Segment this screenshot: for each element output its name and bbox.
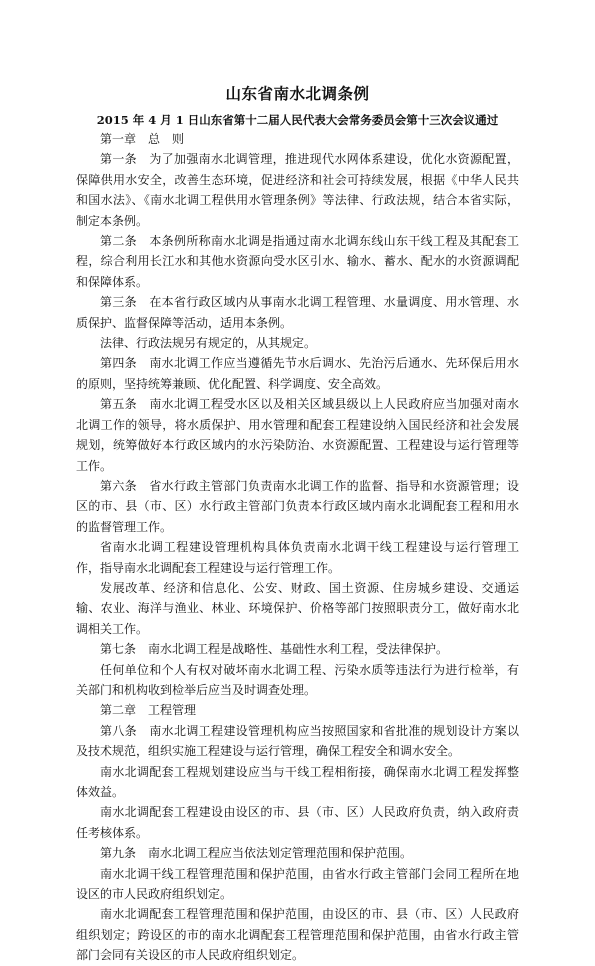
article-paragraph: 南水北调配套工程规划建设应当与干线工程相衔接，确保南水北调工程发挥整体效益。	[76, 764, 519, 799]
article-paragraph: 南水北调配套工程建设由设区的市、县（市、区）人民政府负责，纳入政府责任考核体系。	[76, 805, 519, 840]
article-paragraph: 第七条 南水北调工程是战略性、基础性水利工程，受法律保护。	[100, 642, 449, 657]
article-paragraph: 第九条 南水北调工程应当依法划定管理范围和保护范围。	[100, 846, 413, 861]
article-paragraph: 第八条 南水北调工程建设管理机构应当按照国家和省批准的规划设计方案以及技术规范，组织实施工程建设与运行管理，确保工程安全和调水安全。	[76, 723, 519, 759]
article-paragraph: 任何单位和个人有权对破坏南水北调工程、污染水质等违法行为进行检举，有关部门和机构收到检举后应当及时调查处理。	[76, 662, 519, 697]
article-paragraph: 第一条 为了加强南水北调管理，推进现代水网体系建设，优化水资源配置，保障供用水安全，改善生态环境，促进经济和社会可持续发展，根据《中华人民共和国水法》、《南水北调工程供用水管理条例》等法律、行政法规，结合本省实际，制定本条例。	[76, 152, 519, 228]
article-paragraph: 法律、行政法规另有规定的，从其规定。	[100, 336, 317, 351]
article-paragraph: 第四条 南水北调工作应当遵循先节水后调水、先治污后通水、先环保后用水的原则，坚持统筹兼顾、优化配置、科学调度、安全高效。	[76, 356, 519, 391]
article-paragraph: 南水北调干线工程管理范围和保护范围，由省水行政主管部门会同工程所在地设区的市人民政府组织划定。	[76, 866, 519, 902]
article-paragraph: 第二条 本条例所称南水北调是指通过南水北调东线山东干线工程及其配套工程，综合利用长江水和其他水资源向受水区引水、输水、蓄水、配水的水资源调配和保障体系。	[76, 234, 519, 289]
article-paragraph: 第三条 在本省行政区域内从事南水北调工程管理、水量调度、用水管理、水质保护、监督保障等活动，适用本条例。	[76, 295, 519, 330]
chapter-heading: 第二章 工程管理	[100, 703, 197, 718]
document-subtitle: 2015 年 4 月 1 日山东省第十二届人民代表大会常务委员会第十三次会议通过	[96, 113, 499, 127]
chapter-heading: 第一章 总 则	[100, 132, 185, 146]
document-title: 山东省南水北调条例	[225, 85, 370, 103]
article-paragraph: 第六条 省水行政主管部门负责南水北调工作的监督、指导和水资源管理；设区的市、县（市、区）水行政主管部门负责本行政区域内南水北调配套工程和用水的监督管理工作。	[76, 478, 519, 534]
article-paragraph: 第五条 南水北调工程受水区以及相关区域县级以上人民政府应当加强对南水北调工作的领导，将水质保护、用水管理和配套工程建设纳入国民经济和社会发展规划，统筹做好本行政区域内的水污染防治、水资源配置、工程建设与运行管理等工作。	[76, 397, 519, 473]
article-paragraph: 省南水北调工程建设管理机构具体负责南水北调干线工程建设与运行管理工作，指导南水北调配套工程建设与运行管理工作。	[76, 540, 519, 575]
article-paragraph: 南水北调配套工程管理范围和保护范围，由设区的市、县（市、区）人民政府组织划定；跨设区的市的南水北调配套工程管理范围和保护范围，由省水行政主管部门会同有关设区的市人民政府组织划定。	[76, 907, 519, 963]
article-paragraph: 发展改革、经济和信息化、公安、财政、国土资源、住房城乡建设、交通运输、农业、海洋与渔业、林业、环境保护、价格等部门按照职责分工，做好南水北调相关工作。	[76, 580, 519, 636]
